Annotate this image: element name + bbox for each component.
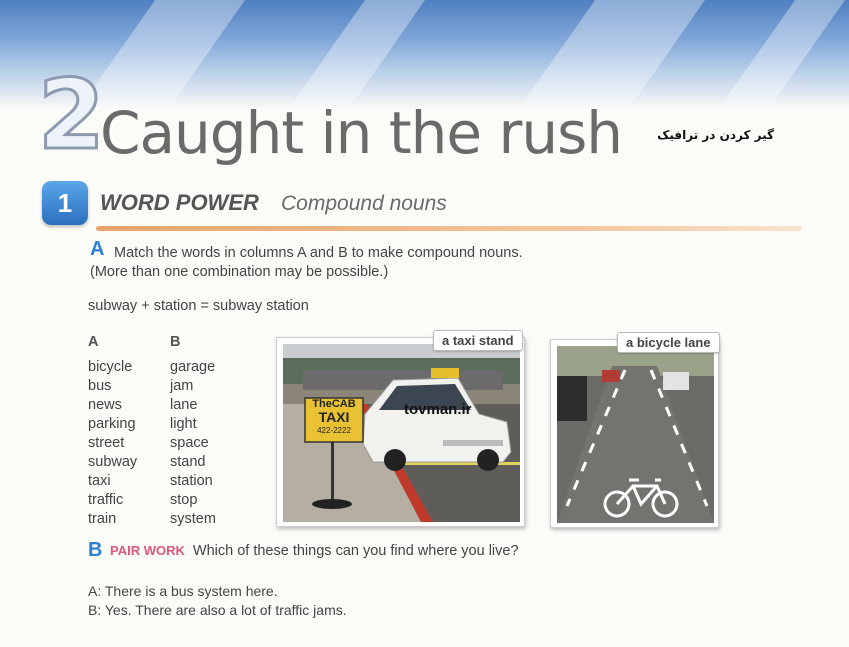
column-b-header: B [170,334,181,350]
taxi-sign-text [305,398,363,442]
word-item: space [170,435,209,451]
column-a-header: A [88,334,99,350]
part-a-instructions [90,244,570,282]
section-number-badge: 1 [42,181,88,225]
section-subtitle: Compound nouns [281,192,447,215]
word-item: system [170,511,216,527]
pair-work-tag: PAIR WORK [110,543,185,558]
word-item: station [170,473,213,489]
dialog-speaker: B: [88,602,102,618]
word-item: traffic [88,492,124,508]
example-dialog [88,582,347,620]
word-item: light [170,416,197,432]
instruction-line-1: Match the words in columns A and B to make compound nouns. [114,245,523,261]
header-banner [0,0,849,110]
column-a [88,333,137,529]
unit-number: 2 [38,59,105,171]
section-underline [96,226,802,231]
dialog-line [88,601,347,620]
word-item: parking [88,416,136,432]
taxi-stand-photo [276,333,525,527]
word-item: taxi [88,473,111,489]
sign-phone: 422-2222 [317,426,351,435]
section-title: WORD POWER [100,190,259,215]
part-a-letter: A [90,238,105,260]
dialog-text: There is a bus system here. [104,583,278,599]
word-item: stop [170,492,198,508]
column-b [170,333,216,529]
dialog-line [88,582,347,601]
sign-taxi: TAXI [318,409,350,425]
word-item: garage [170,359,216,375]
photo-label-taxi: a taxi stand [433,330,523,351]
photo-label-bicycle: a bicycle lane [617,332,720,353]
sign-brand: TheCAB [312,398,356,410]
word-item: news [88,397,122,413]
dialog-text: Yes. There are also a lot of traffic jams. [104,602,347,618]
part-b-question: Which of these things can you find where you live? [192,543,519,559]
word-item: bus [88,378,112,394]
unit-title: Caught in the rush [100,99,623,167]
section-heading [100,190,447,216]
word-item: street [88,435,125,451]
farsi-note: گیر کردن در ترافیک [657,128,774,142]
word-item: lane [170,397,198,413]
word-item: subway [88,454,138,470]
word-item: bicycle [88,359,133,375]
example-sentence: subway + station = subway station [88,298,309,314]
word-item: train [88,511,117,527]
part-b-letter: B [88,539,103,561]
instruction-line-2: (More than one combination may be possible.) [90,264,389,280]
watermark: tovman.ir [404,401,472,418]
part-b-line [100,543,519,559]
bicycle-lane-photo [550,335,719,528]
dialog-speaker: A: [88,583,102,599]
word-item: stand [170,454,206,470]
word-item: jam [170,378,194,394]
bicycle-lane-illustration [557,346,714,523]
